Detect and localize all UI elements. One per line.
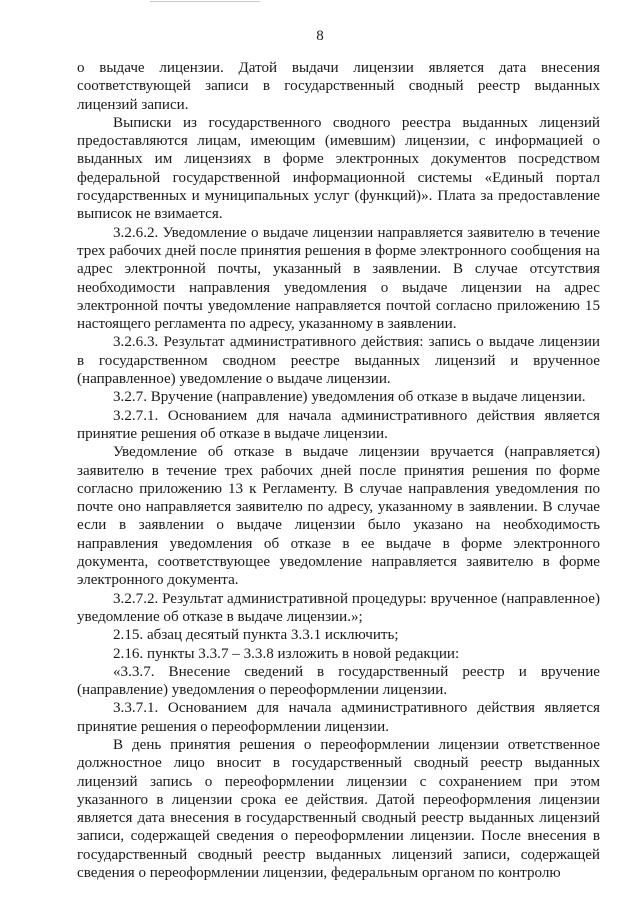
top-edge-rule — [150, 1, 260, 2]
paragraph: «3.3.7. Внесение сведений в государственный реестр и вручение (направление) уведомления о переоформлении лицензии. — [77, 663, 600, 699]
paragraph: 3.2.7. Вручение (направление) уведомления об отказе в выдаче лицензии. — [113, 389, 586, 406]
paragraph: о выдаче лицензии. Датой выдачи лицензии является дата внесения соответствующей записи в государственный сводный реестр выданных лицензий записи. — [77, 60, 600, 113]
paragraph: 3.2.7.2. Результат административной процедуры: врученное (направленное) уведомление об отказе в выдаче лицензии.»; — [77, 590, 600, 625]
paragraph: 2.16. пункты 3.3.7 – 3.3.8 изложить в новой редакции: — [113, 645, 460, 662]
paragraph: В день принятия решения о переоформлении лицензии ответственное должностное лицо вносит в государственный сводный реестр выданных лицензий запись о переоформлении лицензии с сохранением при этом указанного в лицензии срока ее действия. Датой переоформления лицензии является дата внесения в государственный сводный реестр выданных лицензий записи, содержащей сведения о переоформлении лицензии. После внесения в государственный сводный реестр выданных лицензий записи, содержащей сведения о переоформлении лицензии, федеральным органом по контролю — [77, 736, 600, 882]
document-body — [77, 59, 600, 882]
paragraph: 3.2.6.2. Уведомление о выдаче лицензии направляется заявителю в течение трех рабочих дней после принятия решения в форме электронного сообщения на адрес электронной почты, указанный в заявлении. В случае отсутствия необходимости направления уведомления о выдаче лицензии на адрес электронной почты уведомление направляется почтой согласно приложению 15 настоящего регламента по адресу, указанному в заявлении. — [77, 224, 600, 333]
paragraph: Выписки из государственного сводного реестра выданных лицензий предоставляются лицам, имеющим (имевшим) лицензии, с информацией о выданных им лицензиях в форме электронных документов посредством федеральной государственной информационной системы «Единый портал государственных и муниципальных услуг (функций)». Плата за предоставление выписок не взимается. — [77, 114, 600, 223]
page-number: 8 — [316, 28, 324, 44]
paragraph: 3.2.7.1. Основанием для начала административного действия является принятие решения об отказе в выдаче лицензии. — [77, 407, 600, 442]
paragraph: 3.2.6.3. Результат административного действия: запись о выдаче лицензии в государственном сводном реестре выданных лицензий и врученное (направленное) уведомление о выдаче лицензии. — [77, 334, 600, 388]
paragraph: 3.3.7.1. Основанием для начала административного действия является принятие решения о переоформлении лицензии. — [77, 700, 600, 735]
paragraph: Уведомление об отказе в выдаче лицензии вручается (направляется) заявителю в течение трех рабочих дней после принятия решения по форме согласно приложению 13 к Регламенту. В случае направления уведомления по почте оно направляется заявителю по адресу, указанному в заявлении. В случае если в заявлении о выдаче лицензии было указано на необходимость направления уведомления об отказе в ее выдаче в форме электронного документа, соответствующее уведомление направляется заявителю в форме электронного документа. — [77, 444, 600, 589]
paragraph: 2.15. абзац десятый пункта 3.3.1 исключить; — [113, 627, 399, 644]
